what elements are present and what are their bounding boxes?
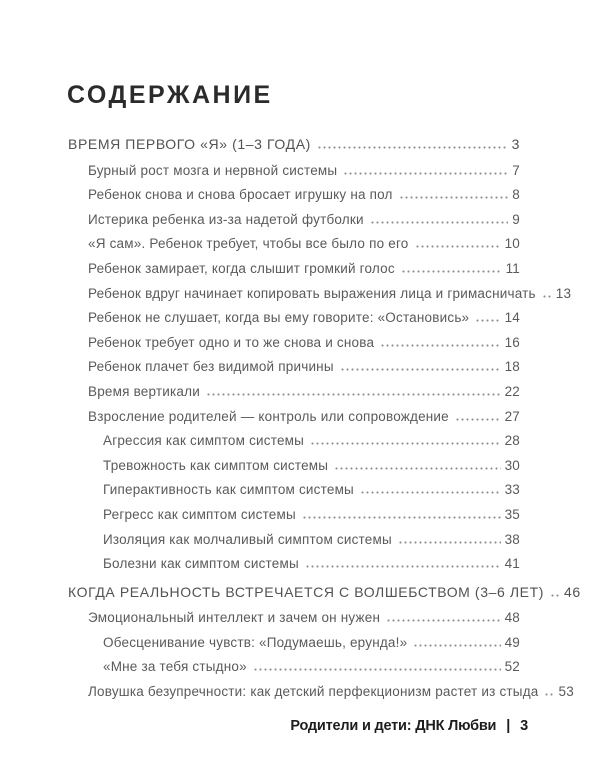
toc-entry	[68, 310, 520, 335]
toc-section-entry	[68, 136, 520, 161]
toc-entry-page: 22	[504, 383, 520, 399]
toc-entry-page: 48	[504, 610, 520, 626]
toc-entry-page: 8	[512, 187, 520, 203]
toc-entry	[68, 458, 520, 483]
toc-entry-label: КОГДА РЕАЛЬНОСТЬ ВСТРЕЧАЕТСЯ С ВОЛШЕБСТВОМ (3–6 ЛЕТ)	[68, 583, 544, 600]
toc-entry	[68, 384, 520, 409]
toc-entry-label: Эмоциональный интеллект и зачем он нужен	[88, 610, 381, 626]
toc-entry-page: 35	[504, 506, 520, 522]
toc-entry	[68, 335, 520, 360]
toc-entry-label: Ловушка безупречности: как детский перфекционизм растет из стыда	[88, 684, 539, 700]
toc-entry-label: Взросление родителей — контроль или сопровождение	[88, 408, 449, 424]
toc-entry-label: Регресс как симптом системы	[103, 506, 296, 522]
dot-leader	[305, 565, 501, 568]
dot-leader	[399, 196, 509, 199]
toc-entry-page: 33	[504, 482, 520, 498]
toc-entry-label: Тревожность как симптом системы	[103, 457, 329, 473]
toc-entry-page: 9	[512, 211, 520, 227]
toc-entry-page: 52	[504, 659, 520, 675]
dot-leader	[317, 146, 508, 149]
toc-entry	[68, 556, 520, 581]
dot-leader	[386, 619, 500, 622]
toc-entry-label: Ребенок замирает, когда слышит громкий голос	[88, 260, 395, 276]
toc-entry-label: Ребенок плачет без видимой причины	[88, 359, 334, 375]
toc-entry-label: Бурный рост мозга и нервной системы	[88, 162, 338, 178]
toc-entry-page: 16	[504, 334, 520, 350]
toc-entry-label: Истерика ребенка из-за надетой футболки	[88, 211, 364, 227]
toc-entry	[68, 163, 520, 188]
toc-entry-page: 41	[504, 556, 520, 572]
toc-entry-label: Ребенок снова и снова бросает игрушку на пол	[88, 187, 393, 203]
footer-book-title: Родители и дети: ДНК Любви	[290, 718, 497, 734]
toc-entry	[68, 359, 520, 384]
dot-leader	[380, 344, 500, 347]
toc-entry-page: 53	[558, 684, 574, 700]
toc-entry	[68, 212, 520, 237]
toc-entry-page: 10	[504, 236, 520, 252]
toc-section-entry	[68, 583, 581, 609]
toc-entry-label: Время вертикали	[88, 383, 200, 399]
footer-page-number: 3	[520, 718, 528, 734]
dot-leader	[343, 172, 508, 175]
dot-leader	[475, 319, 500, 322]
dot-leader	[310, 442, 501, 445]
toc-entry-label: Ребенок вдруг начинает копировать выражения лица и гримасничать	[88, 285, 536, 301]
dot-leader	[302, 516, 501, 519]
toc-entry-page: 38	[504, 531, 520, 547]
dot-leader	[550, 594, 560, 597]
dot-leader	[206, 393, 501, 396]
dot-leader	[401, 270, 502, 273]
toc-entry-page: 7	[512, 162, 520, 178]
toc-entry-page: 46	[563, 583, 581, 600]
dot-leader	[340, 368, 501, 371]
toc-entry-page: 27	[504, 408, 520, 424]
toc-entry-page: 11	[505, 260, 520, 276]
page-title: СОДЕРЖАНИЕ	[67, 80, 273, 109]
toc-entry-label: Ребенок требует одно и то же снова и снова	[88, 334, 375, 350]
toc-entry	[68, 409, 520, 434]
toc-entry-label: Обесценивание чувств: «Подумаешь, ерунда!»	[103, 634, 408, 650]
dot-leader	[415, 245, 501, 248]
toc-entry-page: 28	[504, 433, 520, 449]
toc-entry	[68, 433, 520, 458]
dot-leader	[542, 295, 552, 298]
toc-entry	[68, 610, 520, 635]
toc-entry	[68, 507, 520, 532]
toc-entry-label: Агрессия как симптом системы	[103, 433, 305, 449]
dot-leader	[253, 668, 501, 671]
dot-leader	[334, 467, 500, 470]
toc-entry-page: 3	[511, 136, 520, 152]
toc-entry-label: Изоляция как молчаливый симптом системы	[103, 531, 392, 547]
dot-leader	[360, 491, 501, 494]
toc-entry	[68, 261, 520, 286]
toc-entry-page: 14	[504, 310, 520, 326]
toc-entry	[68, 532, 520, 557]
toc-entry-page: 30	[504, 457, 520, 473]
toc-entry-page: 13	[555, 285, 572, 301]
dot-leader	[370, 221, 509, 224]
toc-entry	[68, 635, 520, 660]
toc-entry-label: ВРЕМЯ ПЕРВОГО «Я» (1–3 ГОДА)	[68, 136, 311, 152]
toc-entry-label: Ребенок не слушает, когда вы ему говорите: «Остановись»	[88, 310, 470, 326]
dot-leader	[544, 693, 554, 696]
toc-entry	[68, 482, 520, 507]
dot-leader	[398, 541, 501, 544]
dot-leader	[413, 644, 500, 647]
toc-entry-page: 49	[504, 634, 520, 650]
toc-entry-label: «Мне за тебя стыдно»	[103, 659, 247, 675]
toc-entry	[68, 236, 520, 261]
dot-leader	[455, 418, 501, 421]
toc-entry-label: Болезни как симптом системы	[103, 556, 299, 572]
toc-entry	[68, 187, 520, 212]
toc-entry	[68, 684, 574, 709]
toc-entry	[68, 285, 572, 311]
toc-list	[68, 136, 581, 709]
toc-entry-label: Гиперактивность как симптом системы	[103, 482, 354, 498]
footer-separator: |	[506, 718, 511, 734]
toc-entry	[68, 659, 520, 684]
toc-entry-page: 18	[504, 359, 520, 375]
toc-entry-label: «Я сам». Ребенок требует, чтобы все было по его	[88, 236, 409, 252]
page-footer	[290, 718, 528, 734]
